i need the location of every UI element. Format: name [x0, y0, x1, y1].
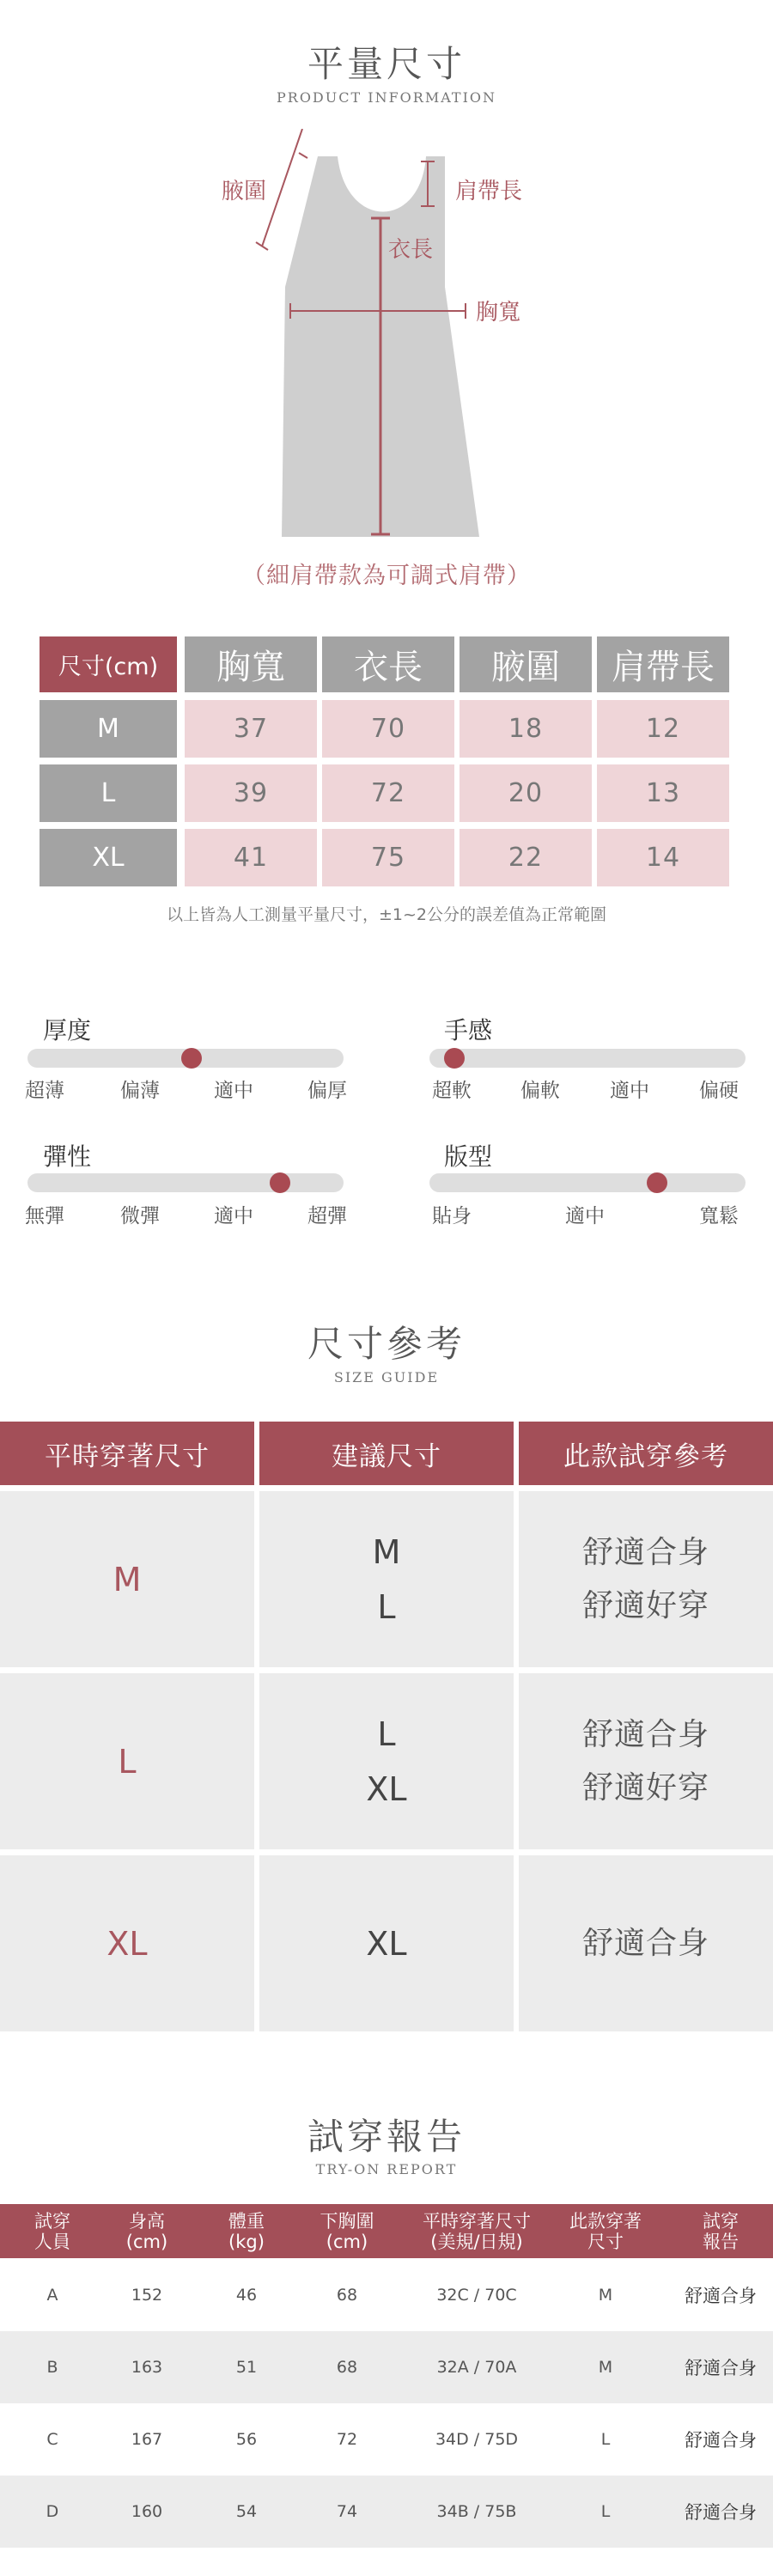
armhole-label: 腋圍	[222, 179, 267, 204]
thickness-track	[27, 1049, 344, 1068]
recommended-size-cell	[259, 1673, 514, 1849]
header-recommended-size: 建議尺寸	[259, 1422, 514, 1485]
recommended-size: L	[377, 1587, 396, 1626]
hand-feel-track	[429, 1049, 746, 1068]
elasticity-track	[27, 1173, 344, 1192]
header-report: 試穿 報告	[703, 2210, 739, 2252]
length-label: 衣長	[388, 237, 434, 263]
elasticity-label: 適中	[214, 1205, 253, 1227]
recommended-size: L	[377, 1714, 396, 1753]
header-armhole: 腋圍	[460, 636, 592, 692]
value-cell: 22	[460, 829, 592, 886]
fit-track	[429, 1173, 746, 1192]
garment-diagram	[198, 129, 575, 550]
thickness-title: 厚度	[43, 1016, 92, 1044]
header-tester: 試穿 人員	[34, 2210, 70, 2252]
fit-indicator	[647, 1172, 667, 1193]
usual-size: L	[118, 1742, 137, 1781]
armhole-line	[262, 129, 302, 247]
recommended-size-cell	[259, 1491, 514, 1667]
header-strap: 肩帶長	[597, 636, 729, 692]
size-cell-xl: XL	[40, 829, 177, 886]
tryon-reference: 舒適好穿	[581, 1769, 709, 1806]
recommended-size-cell	[259, 1855, 514, 2031]
header-underbust: 下胸圍 (cm)	[320, 2210, 374, 2252]
header-worn-size: 此款穿著 尺寸	[569, 2210, 642, 2252]
tryon-reference-cell	[519, 1855, 773, 2031]
fit-label: 寬鬆	[699, 1205, 739, 1227]
usual-size: M	[113, 1560, 142, 1599]
thickness-label: 偏厚	[307, 1080, 347, 1102]
product-info-subtitle: PRODUCT INFORMATION	[277, 89, 496, 106]
header-weight: 體重 (kg)	[228, 2210, 265, 2252]
hand-feel-label: 偏硬	[699, 1080, 739, 1102]
value-cell: 37	[185, 700, 317, 758]
tryon-reference: 舒適好穿	[581, 1587, 709, 1623]
tryon-title: 試穿報告	[307, 2116, 466, 2158]
strap-note: （細肩帶款為可調式肩帶）	[242, 563, 531, 589]
elasticity-title: 彈性	[43, 1142, 92, 1171]
value-cell: 12	[597, 700, 729, 758]
header-tryon-reference: 此款試穿參考	[519, 1422, 773, 1485]
hand-feel-label: 超軟	[432, 1080, 472, 1102]
hand-feel-indicator	[444, 1048, 465, 1069]
size-cell-l: L	[40, 764, 177, 822]
size-cell-m: M	[40, 700, 177, 758]
usual-size: XL	[107, 1924, 148, 1963]
value-cell: 70	[322, 700, 454, 758]
size-guide-title: 尺寸參考	[307, 1323, 466, 1365]
header-length: 衣長	[322, 636, 454, 692]
recommended-size: M	[372, 1532, 401, 1571]
header-height: 身高 (cm)	[125, 2210, 168, 2252]
hand-feel-label: 適中	[610, 1080, 649, 1102]
fit-label: 適中	[565, 1205, 605, 1227]
size-guide-subtitle: SIZE GUIDE	[333, 1369, 440, 1385]
measurement-note: 以上皆為人工測量平量尺寸，±1~2公分的誤差值為正常範圍	[166, 905, 607, 924]
elasticity-label: 超彈	[307, 1205, 347, 1227]
header-usual-size: 平時穿著尺寸 (美規/日規)	[423, 2210, 531, 2252]
header-usual-size: 平時穿著尺寸	[0, 1422, 254, 1485]
thickness-indicator	[181, 1048, 202, 1069]
thickness-label: 超薄	[25, 1080, 64, 1102]
tryon-reference: 舒適合身	[581, 1925, 709, 1961]
thickness-label: 適中	[214, 1080, 253, 1102]
chest-label: 胸寬	[476, 300, 521, 326]
tryon-reference-cell	[519, 1673, 773, 1849]
fit-title: 版型	[444, 1142, 493, 1171]
value-cell: 39	[185, 764, 317, 822]
tryon-subtitle: TRY-ON REPORT	[315, 2161, 458, 2177]
elasticity-label: 無彈	[25, 1205, 64, 1227]
fit-label: 貼身	[432, 1205, 472, 1227]
value-cell: 72	[322, 764, 454, 822]
recommended-size: XL	[366, 1924, 407, 1963]
tryon-reference: 舒適合身	[581, 1534, 709, 1570]
usual-size-cell	[0, 1491, 254, 1667]
thickness-label: 偏薄	[120, 1080, 160, 1102]
product-info-title: 平量尺寸	[307, 43, 466, 85]
elasticity-indicator	[270, 1172, 290, 1193]
tryon-row: D 160 54 74 34B / 75B L 舒適合身	[0, 2476, 773, 2548]
usual-size-cell	[0, 1855, 254, 2031]
value-cell: 13	[597, 764, 729, 822]
recommended-size: XL	[366, 1769, 407, 1808]
hand-feel-label: 偏軟	[520, 1080, 560, 1102]
value-cell: 14	[597, 829, 729, 886]
tryon-reference-cell	[519, 1491, 773, 1667]
tryon-row: C 167 56 72 34D / 75D L 舒適合身	[0, 2403, 773, 2476]
tryon-reference: 舒適合身	[581, 1716, 709, 1752]
tryon-row: A 152 46 68 32C / 70C M 舒適合身	[0, 2259, 773, 2331]
header-chest: 胸寬	[185, 636, 317, 692]
value-cell: 18	[460, 700, 592, 758]
hand-feel-title: 手感	[444, 1016, 493, 1044]
strap-label: 肩帶長	[455, 179, 523, 204]
value-cell: 75	[322, 829, 454, 886]
tryon-row: B 163 51 68 32A / 70A M 舒適合身	[0, 2331, 773, 2403]
usual-size-cell	[0, 1673, 254, 1849]
value-cell: 41	[185, 829, 317, 886]
table-corner-unit: 尺寸(cm)	[40, 636, 177, 692]
elasticity-label: 微彈	[120, 1205, 160, 1227]
value-cell: 20	[460, 764, 592, 822]
